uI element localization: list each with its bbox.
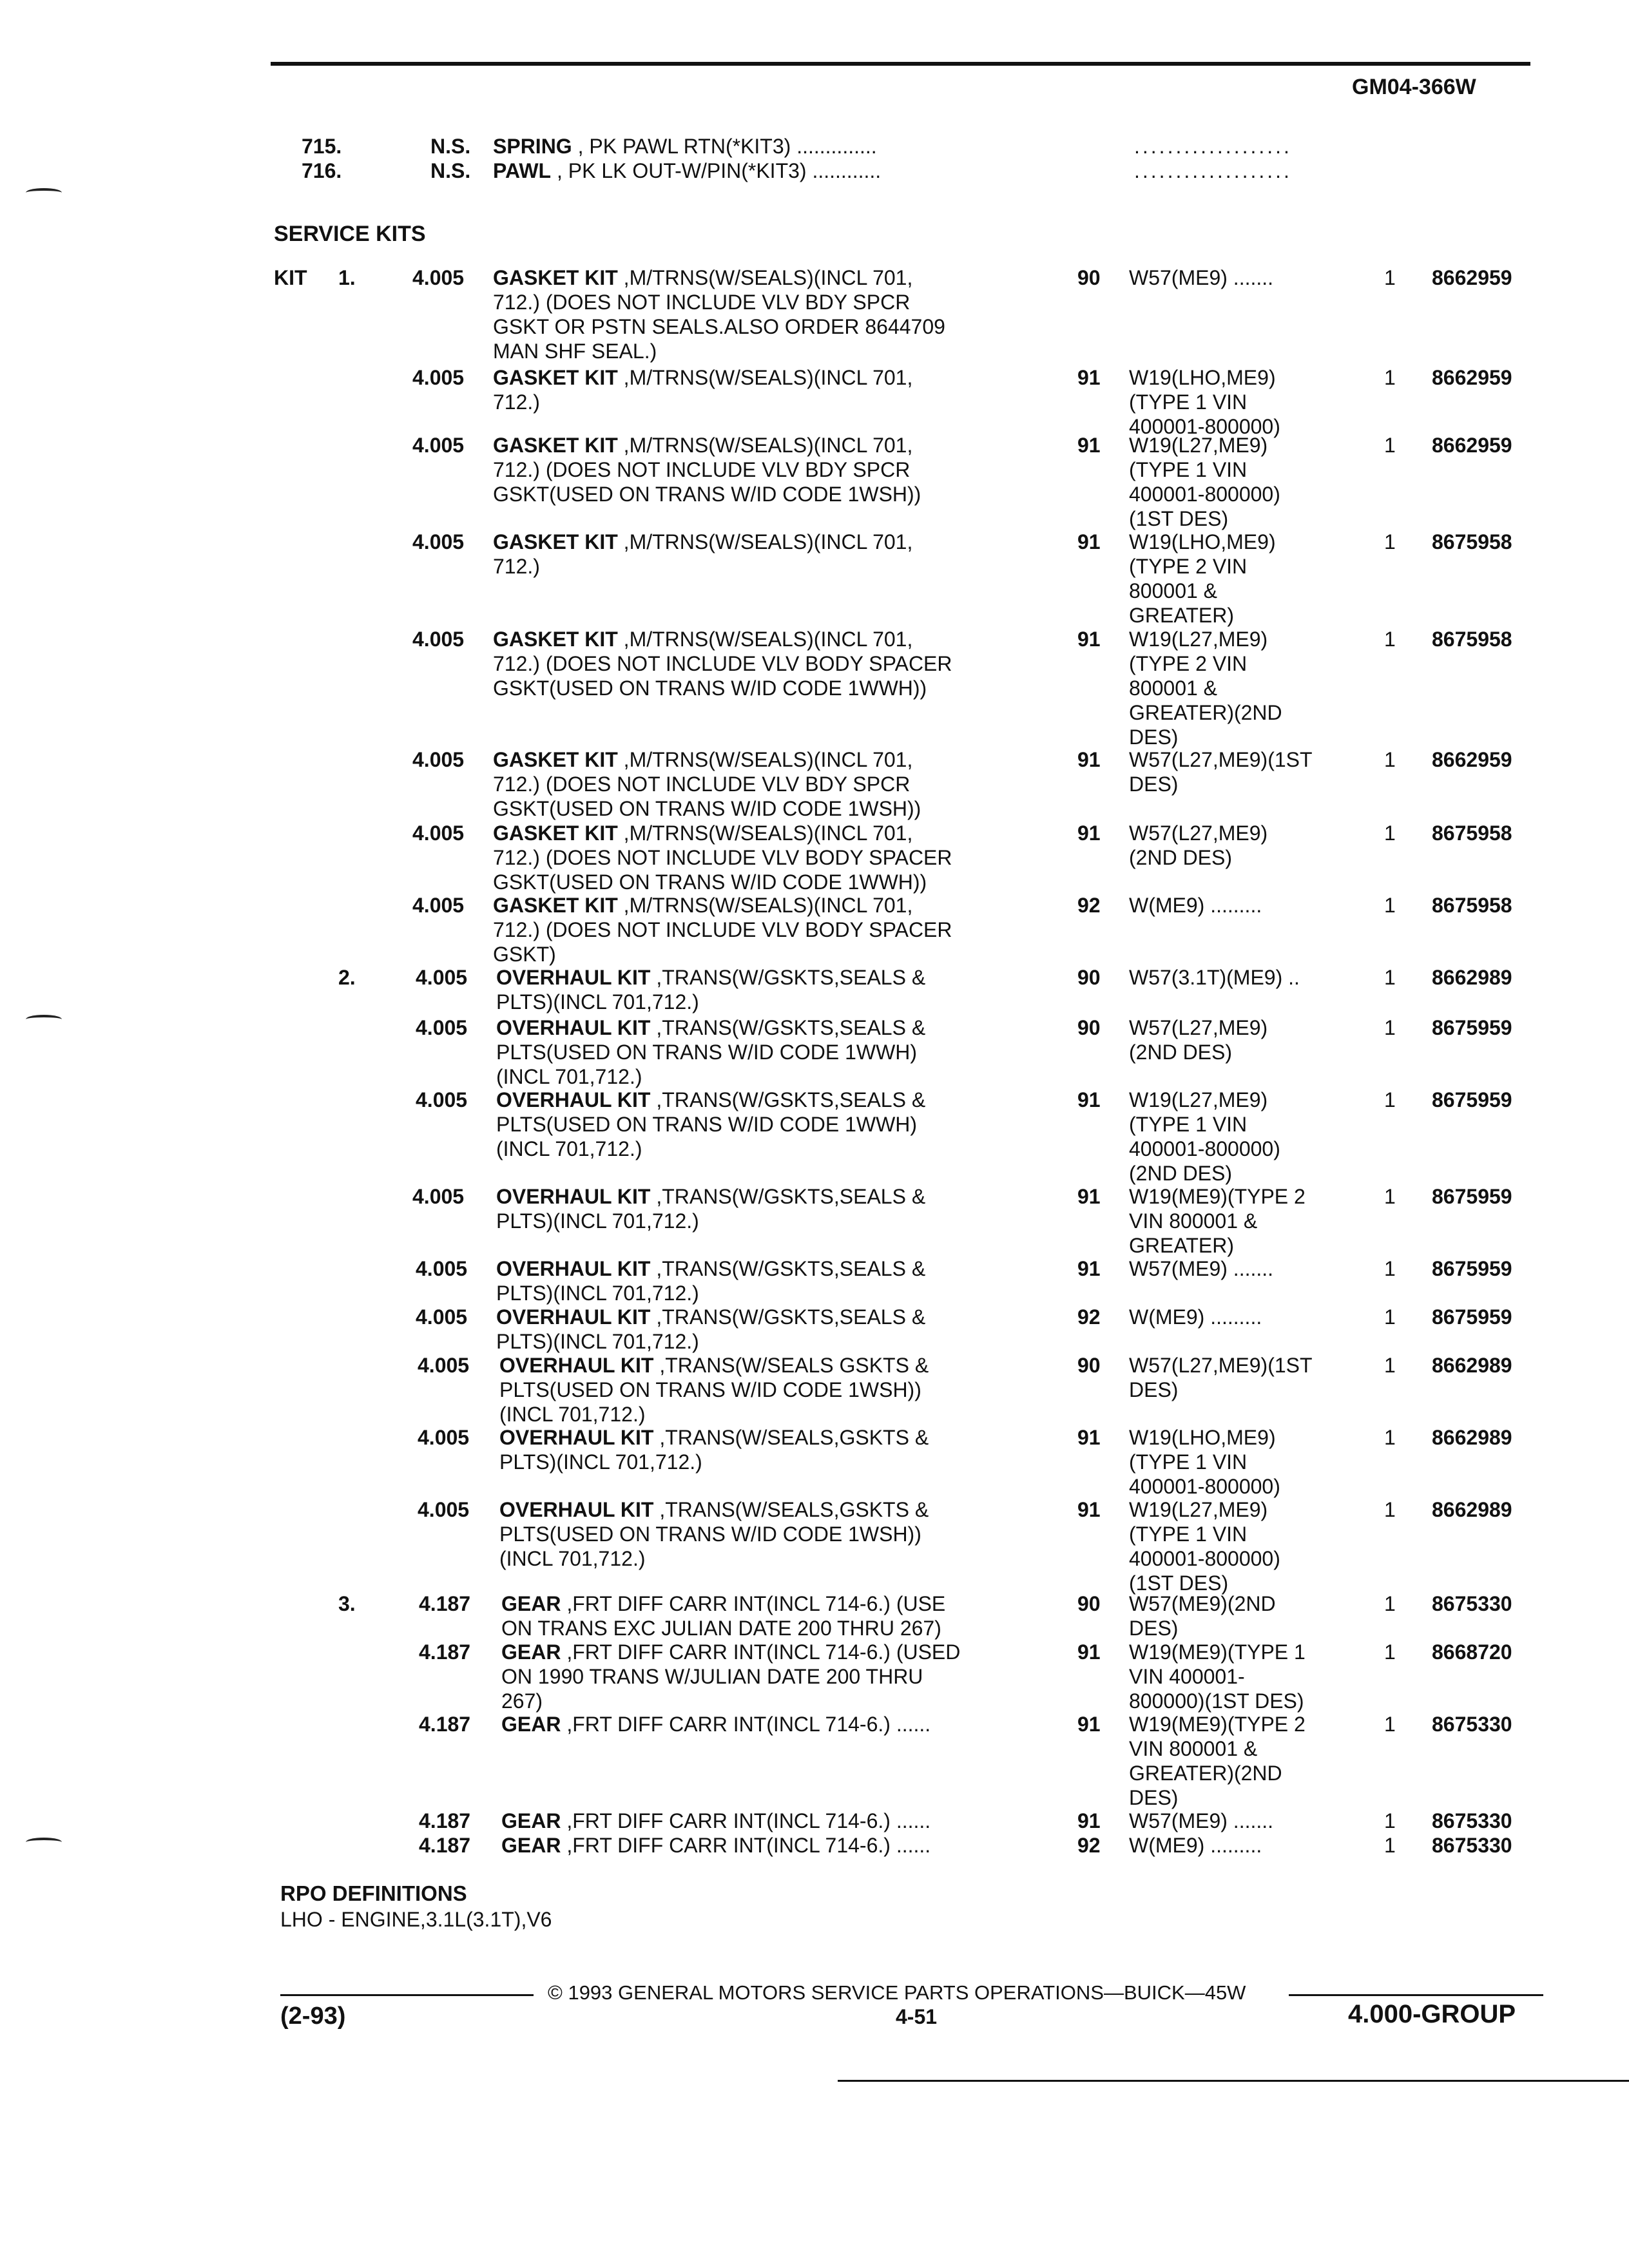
header-rule [271, 62, 1530, 66]
item-name: PAWL [493, 159, 552, 182]
part-name: GASKET KIT [493, 628, 618, 651]
part-description [493, 893, 1028, 966]
application: W(ME9) ......... [1129, 894, 1262, 917]
quantity: 1 [1384, 822, 1396, 845]
kit-label: KIT [274, 266, 307, 289]
model-year: 91 [1077, 748, 1101, 771]
group-number: 4.005 [418, 1426, 470, 1449]
item-description [493, 159, 1041, 183]
model-year: 91 [1077, 1713, 1101, 1736]
group-number: 4.005 [412, 1185, 465, 1208]
group-number: 4.005 [412, 530, 465, 553]
part-name: GASKET KIT [493, 894, 618, 917]
part-number: 8675959 [1432, 1016, 1512, 1039]
part-detail: ,TRANS(W/SEALS,GSKTS & PLTS(USED ON TRANS W/ID CODE 1WSH)) (INCL 701,712.) [499, 1498, 929, 1570]
application: W19(L27,ME9) (TYPE 1 VIN 400001-800000) (2ND DES) [1129, 1088, 1280, 1185]
item-detail: , PK LK OUT-W/PIN(*KIT3) ............ [551, 159, 882, 182]
part-number: 8675958 [1432, 530, 1512, 553]
application: W19(LHO,ME9) (TYPE 2 VIN 800001 & GREATER) [1129, 530, 1276, 627]
part-name: GEAR [501, 1640, 561, 1664]
part-description [499, 1425, 1034, 1474]
application: W57(3.1T)(ME9) .. [1129, 966, 1300, 989]
group-number: 4.005 [412, 266, 465, 289]
group-number: 4.005 [412, 822, 465, 845]
model-year: 90 [1077, 1592, 1101, 1615]
part-number: 8675330 [1432, 1713, 1512, 1736]
part-number: 8662959 [1432, 366, 1512, 389]
group-label: 4.000-GROUP [1348, 2000, 1516, 2028]
group-number: 4.005 [418, 1354, 470, 1377]
part-description [493, 265, 1028, 363]
part-number: 8675958 [1432, 628, 1512, 651]
group-number: 4.005 [412, 434, 465, 457]
part-description [499, 1497, 1034, 1571]
part-name: OVERHAUL KIT [499, 1498, 654, 1521]
part-name: OVERHAUL KIT [496, 1257, 651, 1280]
part-name: OVERHAUL KIT [496, 1185, 651, 1208]
rpo-title: RPO DEFINITIONS [280, 1881, 467, 1905]
group-number: 4.187 [419, 1834, 471, 1857]
group-number: 4.005 [412, 366, 465, 389]
quantity: 1 [1384, 1592, 1396, 1615]
part-detail: ,FRT DIFF CARR INT(INCL 714-6.) ...... [561, 1834, 931, 1857]
part-description [493, 821, 1028, 894]
quantity: 1 [1384, 966, 1396, 989]
binder-hole-mark [26, 1838, 62, 1847]
leader-dots: ................... [1134, 159, 1292, 182]
item-detail: , PK PAWL RTN(*KIT3) .............. [572, 135, 877, 158]
section-title: SERVICE KITS [274, 222, 426, 246]
model-year: 90 [1077, 1016, 1101, 1039]
part-detail: ,M/TRNS(W/SEALS)(INCL 701, 712.) (DOES NOT INCLUDE VLV BODY SPACER GSKT) [493, 894, 952, 966]
quantity: 1 [1384, 1088, 1396, 1111]
part-number: 8662989 [1432, 1426, 1512, 1449]
kit-number: 2. [338, 966, 356, 989]
model-year: 92 [1077, 1834, 1101, 1857]
model-year: 91 [1077, 628, 1101, 651]
group-number: 4.005 [416, 1257, 468, 1280]
footer-rule-left [280, 1994, 534, 1996]
part-description [501, 1833, 1036, 1858]
model-year: 91 [1077, 1498, 1101, 1521]
copyright-notice: © 1993 GENERAL MOTORS SERVICE PARTS OPERATIONS—BUICK—45W [548, 1981, 1246, 2004]
part-name: GEAR [501, 1713, 561, 1736]
part-number: 8675959 [1432, 1088, 1512, 1111]
part-name: GASKET KIT [493, 822, 618, 845]
item-number: 715. [302, 135, 342, 158]
part-number: 8662989 [1432, 1354, 1512, 1377]
binder-hole-mark [26, 1015, 62, 1024]
part-name: OVERHAUL KIT [496, 1088, 651, 1111]
group-number: 4.187 [419, 1640, 471, 1664]
quantity: 1 [1384, 434, 1396, 457]
model-year: 90 [1077, 966, 1101, 989]
part-detail: ,TRANS(W/GSKTS,SEALS & PLTS)(INCL 701,712.) [496, 1305, 926, 1353]
group-number: 4.005 [416, 1305, 468, 1329]
part-description [493, 747, 1028, 821]
model-year: 91 [1077, 1088, 1101, 1111]
model-year: 92 [1077, 894, 1101, 917]
model-year: 91 [1077, 1426, 1101, 1449]
part-description [493, 365, 1028, 414]
model-year: 92 [1077, 1305, 1101, 1329]
quantity: 1 [1384, 1354, 1396, 1377]
group-number: 4.187 [419, 1713, 471, 1736]
top-row-716 [0, 159, 1629, 184]
part-number: 8675958 [1432, 822, 1512, 845]
part-number: 8675330 [1432, 1834, 1512, 1857]
part-description [501, 1591, 1036, 1640]
part-name: GASKET KIT [493, 434, 618, 457]
part-detail: ,M/TRNS(W/SEALS)(INCL 701, 712.) (DOES NOT INCLUDE VLV BODY SPACER GSKT(USED ON TRANS W/ID CODE 1WWH)) [493, 822, 952, 894]
part-number: 8662959 [1432, 266, 1512, 289]
part-description [493, 433, 1028, 506]
leader-dots: ................... [1134, 135, 1292, 158]
bottom-edge-rule [838, 2080, 1629, 2082]
application: W19(ME9)(TYPE 2 VIN 800001 & GREATER) [1129, 1185, 1306, 1257]
not-serviced-label: N.S. [430, 135, 471, 158]
part-name: GASKET KIT [493, 530, 618, 553]
part-detail: ,FRT DIFF CARR INT(INCL 714-6.) (USE ON TRANS EXC JULIAN DATE 200 THRU 267) [501, 1592, 946, 1640]
group-number: 4.005 [418, 1498, 470, 1521]
group-number: 4.005 [412, 628, 465, 651]
part-detail: ,M/TRNS(W/SEALS)(INCL 701, 712.) [493, 530, 913, 578]
group-number: 4.005 [416, 966, 468, 989]
part-detail: ,M/TRNS(W/SEALS)(INCL 701, 712.) (DOES NOT INCLUDE VLV BDY SPCR GSKT OR PSTN SEALS.ALSO ORDER 8644709 MAN SHF SEAL.) [493, 266, 945, 363]
quantity: 1 [1384, 1498, 1396, 1521]
application: W19(L27,ME9) (TYPE 1 VIN 400001-800000) (1ST DES) [1129, 1498, 1280, 1595]
model-year: 91 [1077, 1185, 1101, 1208]
part-detail: ,TRANS(W/GSKTS,SEALS & PLTS(USED ON TRANS W/ID CODE 1WWH) (INCL 701,712.) [496, 1016, 926, 1088]
part-name: GASKET KIT [493, 266, 618, 289]
application: W57(L27,ME9)(1ST DES) [1129, 748, 1313, 796]
part-detail: ,TRANS(W/GSKTS,SEALS & PLTS)(INCL 701,712.) [496, 966, 926, 1014]
part-name: OVERHAUL KIT [499, 1354, 654, 1377]
part-detail: ,M/TRNS(W/SEALS)(INCL 701, 712.) (DOES NOT INCLUDE VLV BDY SPCR GSKT(USED ON TRANS W/ID CODE 1WSH)) [493, 434, 921, 506]
page-number: 4-51 [896, 2005, 938, 2028]
part-detail: ,M/TRNS(W/SEALS)(INCL 701, 712.) (DOES NOT INCLUDE VLV BDY SPCR GSKT(USED ON TRANS W/ID CODE 1WSH)) [493, 748, 921, 820]
part-description [496, 965, 1031, 1014]
part-name: GEAR [501, 1592, 561, 1615]
part-description [493, 627, 1028, 700]
quantity: 1 [1384, 366, 1396, 389]
model-year: 91 [1077, 530, 1101, 553]
part-name: OVERHAUL KIT [496, 1016, 651, 1039]
group-number: 4.005 [412, 894, 465, 917]
part-number: 8668720 [1432, 1640, 1512, 1664]
part-description [501, 1640, 1036, 1713]
part-name: OVERHAUL KIT [499, 1426, 654, 1449]
part-name: GASKET KIT [493, 366, 618, 389]
part-name: OVERHAUL KIT [496, 1305, 651, 1329]
application: W57(ME9) ....... [1129, 1809, 1274, 1832]
part-name: GEAR [501, 1834, 561, 1857]
quantity: 1 [1384, 1016, 1396, 1039]
part-detail: ,TRANS(W/GSKTS,SEALS & PLTS)(INCL 701,712.) [496, 1257, 926, 1305]
part-number: 8662959 [1432, 748, 1512, 771]
application: W19(L27,ME9) (TYPE 1 VIN 400001-800000) (1ST DES) [1129, 434, 1280, 530]
model-year: 90 [1077, 1354, 1101, 1377]
application: W19(LHO,ME9) (TYPE 1 VIN 400001-800000) [1129, 1426, 1280, 1498]
item-name: SPRING [493, 135, 572, 158]
part-number: 8675959 [1432, 1185, 1512, 1208]
part-description [493, 530, 1028, 579]
application: W19(L27,ME9) (TYPE 2 VIN 800001 & GREATER)(2ND DES) [1129, 628, 1282, 749]
group-number: 4.187 [419, 1809, 471, 1832]
quantity: 1 [1384, 1426, 1396, 1449]
kit-number: 1. [338, 266, 356, 289]
part-detail: ,TRANS(W/SEALS,GSKTS & PLTS)(INCL 701,712.) [499, 1426, 929, 1474]
binder-hole-mark [26, 188, 62, 197]
group-number: 4.187 [419, 1592, 471, 1615]
part-number: 8675959 [1432, 1257, 1512, 1280]
quantity: 1 [1384, 628, 1396, 651]
model-year: 91 [1077, 822, 1101, 845]
model-year: 91 [1077, 434, 1101, 457]
application: W(ME9) ......... [1129, 1305, 1262, 1329]
quantity: 1 [1384, 894, 1396, 917]
application: W19(LHO,ME9) (TYPE 1 VIN 400001-800000) [1129, 366, 1280, 438]
group-number: 4.005 [412, 748, 465, 771]
quantity: 1 [1384, 1834, 1396, 1857]
part-description [496, 1015, 1031, 1089]
part-name: GASKET KIT [493, 748, 618, 771]
application: W57(L27,ME9) (2ND DES) [1129, 822, 1268, 869]
quantity: 1 [1384, 1305, 1396, 1329]
part-description [501, 1809, 1036, 1833]
kit-number: 3. [338, 1592, 356, 1615]
part-detail: ,TRANS(W/GSKTS,SEALS & PLTS(USED ON TRANS W/ID CODE 1WWH) (INCL 701,712.) [496, 1088, 926, 1160]
quantity: 1 [1384, 1257, 1396, 1280]
group-number: 4.005 [416, 1016, 468, 1039]
application: W57(L27,ME9) (2ND DES) [1129, 1016, 1268, 1064]
quantity: 1 [1384, 748, 1396, 771]
application: W(ME9) ......... [1129, 1834, 1262, 1857]
model-year: 90 [1077, 266, 1101, 289]
document-id: GM04-366W [1352, 75, 1476, 99]
application: W57(ME9) ....... [1129, 1257, 1274, 1280]
application: W57(L27,ME9)(1ST DES) [1129, 1354, 1313, 1401]
part-detail: ,FRT DIFF CARR INT(INCL 714-6.) ...... [561, 1809, 931, 1832]
group-number: 4.005 [416, 1088, 468, 1111]
part-detail: ,M/TRNS(W/SEALS)(INCL 701, 712.) [493, 366, 913, 414]
part-number: 8675959 [1432, 1305, 1512, 1329]
part-description [496, 1305, 1031, 1354]
model-year: 91 [1077, 366, 1101, 389]
application: W57(ME9)(2ND DES) [1129, 1592, 1276, 1640]
part-description [496, 1256, 1031, 1305]
quantity: 1 [1384, 1185, 1396, 1208]
part-number: 8675958 [1432, 894, 1512, 917]
part-detail: ,TRANS(W/SEALS GSKTS & PLTS(USED ON TRANS W/ID CODE 1WSH)) (INCL 701,712.) [499, 1354, 929, 1426]
part-number: 8662959 [1432, 434, 1512, 457]
item-number: 716. [302, 159, 342, 182]
model-year: 91 [1077, 1257, 1101, 1280]
part-number: 8675330 [1432, 1809, 1512, 1832]
part-description [499, 1353, 1034, 1427]
part-description [496, 1184, 1031, 1233]
footer-rule-right [1289, 1994, 1543, 1996]
part-description [501, 1712, 1036, 1736]
quantity: 1 [1384, 1713, 1396, 1736]
quantity: 1 [1384, 266, 1396, 289]
not-serviced-label: N.S. [430, 159, 471, 182]
part-name: GEAR [501, 1809, 561, 1832]
application: W19(ME9)(TYPE 2 VIN 800001 & GREATER)(2ND DES) [1129, 1713, 1306, 1809]
quantity: 1 [1384, 1809, 1396, 1832]
model-year: 91 [1077, 1640, 1101, 1664]
application: W57(ME9) ....... [1129, 266, 1274, 289]
quantity: 1 [1384, 1640, 1396, 1664]
part-detail: ,TRANS(W/GSKTS,SEALS & PLTS)(INCL 701,712.) [496, 1185, 926, 1233]
model-year: 91 [1077, 1809, 1101, 1832]
top-row-715 [0, 134, 1629, 160]
application: W19(ME9)(TYPE 1 VIN 400001- 800000)(1ST DES) [1129, 1640, 1306, 1713]
part-detail: ,FRT DIFF CARR INT(INCL 714-6.) (USED ON 1990 TRANS W/JULIAN DATE 200 THRU 267) [501, 1640, 961, 1713]
revision-date: (2-93) [280, 2003, 346, 2030]
part-detail: ,M/TRNS(W/SEALS)(INCL 701, 712.) (DOES NOT INCLUDE VLV BODY SPACER GSKT(USED ON TRANS W/ID CODE 1WWH)) [493, 628, 952, 700]
part-description [496, 1088, 1031, 1161]
part-detail: ,FRT DIFF CARR INT(INCL 714-6.) ...... [561, 1713, 931, 1736]
part-name: OVERHAUL KIT [496, 966, 651, 989]
rpo-definition: LHO - ENGINE,3.1L(3.1T),V6 [280, 1908, 552, 1931]
part-number: 8662989 [1432, 1498, 1512, 1521]
part-number: 8675330 [1432, 1592, 1512, 1615]
quantity: 1 [1384, 530, 1396, 553]
item-description [493, 134, 1041, 159]
part-number: 8662989 [1432, 966, 1512, 989]
